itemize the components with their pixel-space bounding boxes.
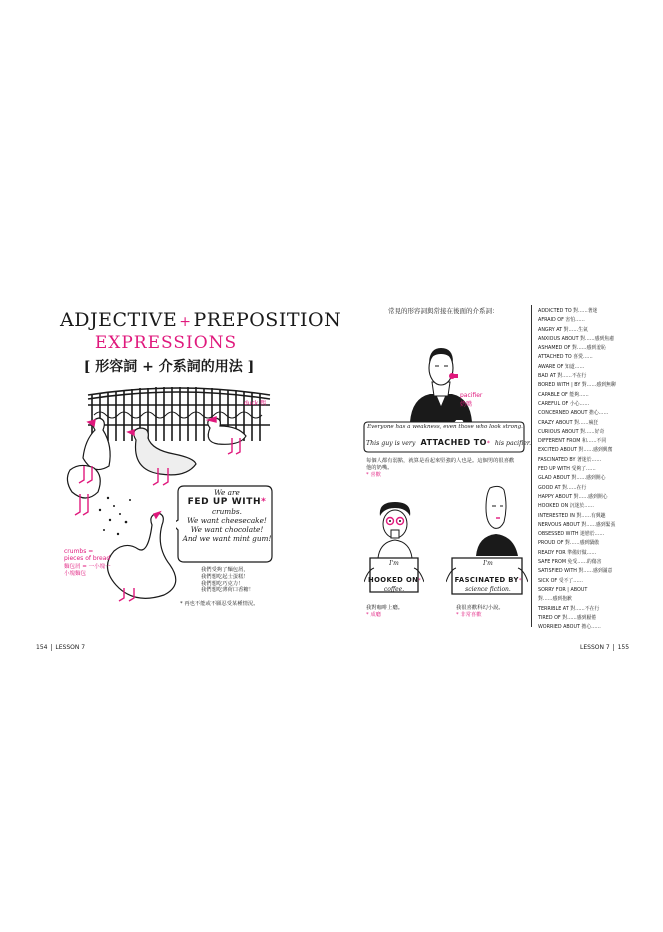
bubble-line-6: And we want mint gum! (182, 534, 272, 543)
bubble-line-5: We want chocolate! (190, 525, 264, 534)
right-page-heading: 常見的形容詞與常接在後面的介系詞： (388, 307, 499, 315)
expression-item: TIRED OF 對……感到厭倦 (538, 614, 597, 621)
hooked-note: * 成癮 (366, 611, 381, 618)
fascinated-asterisk: * (518, 578, 522, 584)
lesson-label-right: LESSON 7 (580, 644, 614, 651)
expression-item: GLAD ABOUT 對……感到開心 (538, 475, 606, 482)
attached-zh-line-2: 他的奶嘴。 (366, 464, 393, 471)
attached-to-phrase: ATTACHED TO (420, 438, 487, 447)
label-pacifier: pacifier 奶嘴 (460, 392, 483, 408)
expression-item: CAPABLE OF 能夠…… (538, 391, 589, 398)
fascinated-translation (456, 605, 528, 619)
hooked-zh: 我對咖啡上癮。 (366, 605, 404, 611)
alien-illustration (474, 484, 520, 556)
expression-item: GOOD AT 對……在行 (538, 484, 587, 491)
bubble-zh-line-2: 我們想吃起士蛋糕！ (201, 573, 249, 580)
expression-item: INTERESTED IN 對……有興趣 (538, 512, 606, 519)
bubble-line-4: We want cheesecake! (187, 516, 267, 525)
expression-item: CAREFUL OF 小心…… (538, 400, 590, 407)
hooked-phrase-wrap (368, 567, 420, 586)
expression-item: ASHAMED OF 對……感到羞恥 (538, 345, 606, 352)
expression-item: SORRY FOR | ABOUT (538, 586, 588, 593)
expression-item: SATISFIED WITH 對……感到滿意 (538, 568, 613, 575)
bubble-zh-line-1: 我們受夠了麵包屑， (201, 567, 249, 573)
expression-item: HOOKED ON 沉迷於…… (538, 503, 594, 510)
expression-item: ANGRY AT 對……生氣 (538, 326, 588, 333)
page-number-right: 155 (617, 644, 630, 651)
attached-line-2c: his pacifier. (494, 440, 532, 447)
expression-item: HAPPY ABOUT 對……感到開心 (538, 493, 608, 500)
attached-translation (366, 458, 526, 478)
page-title (60, 309, 342, 331)
expression-item: PROUD OF 對……感到驕傲 (538, 540, 599, 547)
expression-item: SICK OF 受不了…… (538, 577, 583, 584)
folio-right (580, 644, 629, 651)
fascinated-note: * 非常喜歡 (456, 611, 482, 618)
expressions-list (538, 307, 630, 632)
hooked-line-3: coffee. (383, 586, 405, 593)
expression-item: TERRIBLE AT 對……不在行 (538, 605, 600, 612)
expression-item: ADDICTED TO 對……著迷 (538, 308, 598, 314)
expression-item: CURIOUS ABOUT 對……好奇 (538, 428, 605, 435)
attached-line-2a: This guy is very (366, 440, 416, 447)
hooked-translation (366, 605, 426, 619)
expression-item: CRAZY ABOUT 對……瘋狂 (538, 419, 599, 426)
attached-line-2 (366, 430, 532, 449)
expression-item: AWARE OF 知道…… (538, 363, 585, 370)
fascinated-phrase-wrap (450, 567, 526, 586)
expression-item: AFRAID OF 害怕…… (538, 317, 585, 324)
bubble-line-1: We are (214, 488, 240, 497)
bubble-asterisk: * (261, 497, 267, 507)
expression-item: FASCINATED BY 著迷於…… (538, 456, 602, 463)
attached-line-1: Everyone has a weakness, even those who look strong. (367, 424, 523, 430)
lesson-label-left: LESSON 7 (51, 644, 85, 651)
fascinated-line-1: I'm (483, 560, 493, 567)
footnote: * 再也不能或不願忍受某種情況。 (180, 601, 259, 607)
expression-item: BORED WITH | BY 對……感到無聊 (538, 382, 616, 389)
page-number-left: 154 (36, 644, 48, 651)
bubble-line-3: crumbs. (212, 507, 242, 516)
bubble-fed-up-with-text: FED UP WITH (187, 497, 262, 507)
expression-item: ATTACHED TO 喜愛…… (538, 354, 593, 361)
list-divider (531, 305, 532, 627)
expression-item: ANXIOUS ABOUT 對……感到焦慮 (538, 335, 614, 342)
expression-item: SAFE FROM 免受……的傷害 (538, 559, 602, 566)
attached-bubble-text (366, 424, 532, 449)
expression-item: WORRIED ABOUT 擔心…… (538, 624, 601, 631)
folio-left (36, 644, 85, 651)
fascinated-zh: 我很喜歡科幻小說。 (456, 605, 504, 611)
fascinated-sign-text (450, 560, 526, 593)
fascinated-line-3: science fiction. (465, 586, 511, 593)
expression-item: OBSESSED WITH 迷戀於…… (538, 531, 605, 538)
page-title-chinese: [ 形容詞 + 介系詞的用法 ] (83, 359, 255, 375)
bubble-fed-up-with (182, 497, 272, 507)
expression-item: NERVOUS ABOUT 對……感到緊張 (538, 521, 616, 528)
expression-item: CONCERNED ABOUT 擔心…… (538, 410, 609, 417)
expression-item: DIFFERENT FROM 和……不同 (538, 438, 607, 445)
fascinated-by-phrase: FASCINATED BY (454, 576, 519, 584)
attached-zh-note: * 喜歡 (366, 471, 381, 478)
attached-zh-line-1: 每個人都有弱點，就算是看起來堅強的人也是。這個男的很喜歡 (366, 458, 515, 464)
attached-asterisk: * (486, 440, 490, 447)
page-subtitle: EXPRESSIONS (94, 333, 238, 353)
title-plus: + (179, 314, 192, 330)
expression-item: EXCITED ABOUT 對……感到興奮 (538, 447, 613, 454)
expression-item: BAD AT 對……不在行 (538, 373, 587, 380)
label-crumbs: crumbs = pieces of bread (64, 548, 111, 563)
bubble-translation (201, 567, 271, 594)
expression-item: READY FOR 準備好做…… (538, 549, 597, 556)
title-word-adjective: ADJECTIVE (60, 309, 178, 331)
man-with-pacifier-illustration (406, 340, 476, 422)
hooked-asterisk: * (418, 578, 421, 584)
label-crumbs-chinese: 麵包屑 = 一小塊一小塊麵包 (64, 564, 111, 577)
label-ducks: duck 鴨 (244, 400, 267, 407)
hooked-sign-text (368, 560, 420, 593)
speech-bubble-text (182, 488, 272, 543)
bubble-zh-line-4: 我們想吃薄荷口香糖！ (201, 587, 254, 594)
bubble-zh-line-3: 我們想吃巧克力！ (201, 580, 244, 587)
expression-item: FED UP WITH 受夠了…… (538, 466, 596, 473)
title-word-preposition: PREPOSITION (193, 309, 342, 331)
hooked-on-phrase: HOOKED ON (368, 576, 419, 584)
hooked-line-1: I'm (389, 560, 399, 567)
expression-item: 對……感到抱歉 (538, 596, 572, 603)
coffee-woman-illustration (370, 500, 420, 558)
